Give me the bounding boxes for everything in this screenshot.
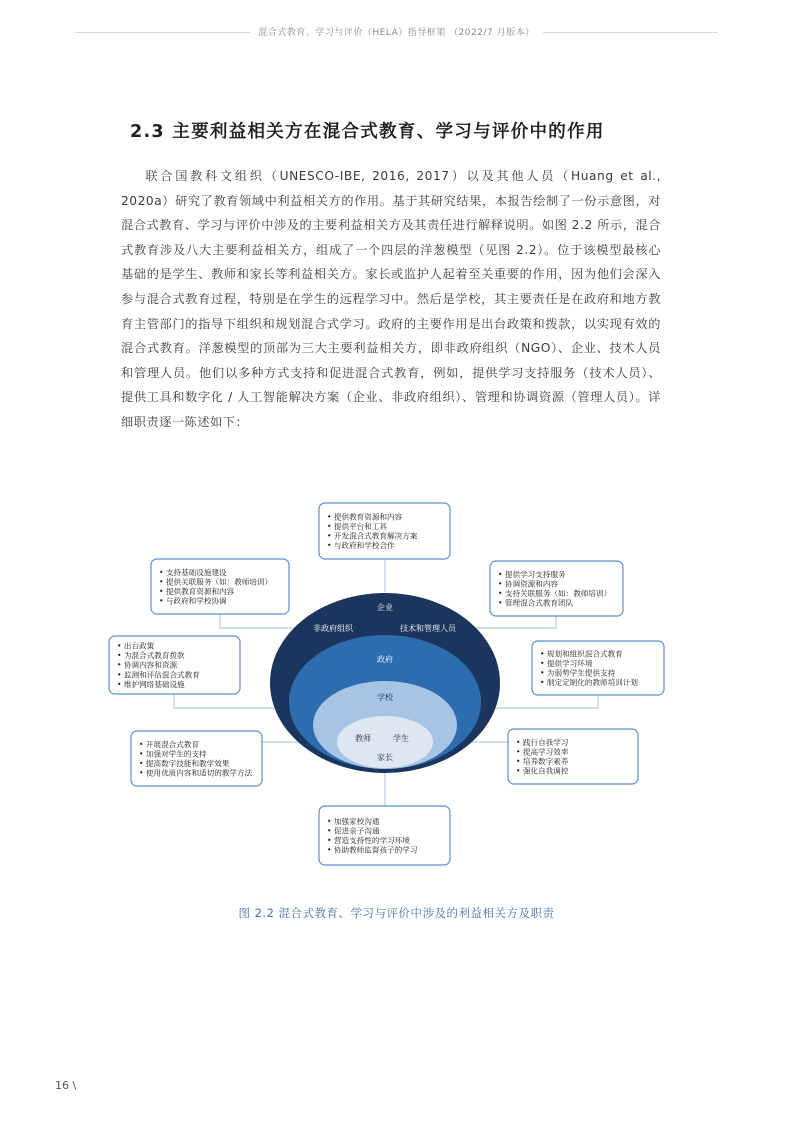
box-item: • 协调内容和资源	[117, 660, 178, 670]
label-parent: 家长	[377, 753, 393, 762]
box-item: • 开发混合式教育解决方案	[327, 531, 418, 541]
box-item: • 提供教育资源和内容	[327, 512, 403, 522]
box-item: • 培养数字素养	[516, 757, 569, 766]
page-number: 16 \	[55, 1079, 77, 1092]
box-item: • 监测和评估混合式教育	[117, 670, 200, 680]
label-government: 政府	[377, 655, 393, 664]
box-item: • 促进亲子沟通	[327, 826, 380, 836]
box-item: • 提供学习支持服务	[498, 569, 566, 579]
label-student: 学生	[393, 734, 409, 743]
label-enterprise: 企业	[377, 603, 393, 612]
box-item: • 制定定制化的教师培训计划	[540, 678, 639, 688]
box-enterprise	[319, 503, 450, 559]
box-item: • 提高学习效率	[516, 747, 569, 757]
header-text: 混合式教育、学习与评价（HELA）指导框架 （2022/7 月版本）	[250, 28, 542, 38]
box-item: • 支持关联服务（如：教师培训）	[498, 589, 612, 598]
box-item: • 开展混合式教育	[139, 739, 200, 749]
box-item: • 支持基础设施建设	[159, 567, 227, 577]
box-item: • 提供关联服务（如：教师培训）	[159, 577, 273, 587]
box-item: • 营造支持性的学习环境	[327, 836, 410, 845]
box-parent	[319, 806, 450, 865]
box-government	[109, 636, 240, 694]
box-item: • 维护网络基础设施	[117, 679, 185, 689]
box-item: • 提供教育资源和内容	[159, 587, 235, 596]
box-item: • 使用优质内容和适切的教学方法	[139, 768, 253, 778]
box-item: • 协助教师监督孩子的学习	[327, 845, 418, 855]
box-item: • 践行自我学习	[516, 737, 569, 747]
box-item: • 提供平台和工具	[327, 521, 388, 531]
box-item: • 提供学习环境	[540, 658, 593, 668]
box-item: • 出台政策	[117, 641, 155, 651]
box-item: • 加强对学生的支持	[139, 749, 207, 759]
box-ngo	[151, 559, 289, 614]
body-paragraph: 联合国教科文组织（UNESCO-IBE, 2016, 2017）以及其他人员（Huang et al., 2020a）研究了教育领域中利益相关方的作用。基于其研究结果，本报告绘制了一份示意图，对混合式教育、学习与评价中涉及的主要利益相关方及其责任进行解释说明。如图 2.2 所示，混合式教育涉及八大主要利益相关方，组成了一个四层的洋葱模型（见图 2.2）。位于该模型最核心基础的是学生、教师和家长等利益相关方。家长或监护人起着至关重要的作用，因为他们会深入参与混合式教育过程，特别是在学生的远程学习中。然后是学校，其主要责任是在政府和地方教育主管部门的指导下组织和规划混合式学习。政府的主要作用是出台政策和拨款，以实现有效的混合式教育。洋葱模型的顶部为三大主要利益相关方，即非政府组织（NGO）、企业、技术人员和管理人员。他们以多种方式支持和促进混合式教育，例如，提供学习支持服务（技术人员）、提供工具和数字化 / 人工智能解决方案（企业、非政府组织）、管理和协调资源（管理人员）。详细职责逐一陈述如下：	[121, 169, 661, 429]
box-tech-staff	[490, 561, 623, 616]
box-item: • 为混合式教育拨款	[117, 651, 185, 661]
box-item: • 协调资源和内容	[498, 579, 559, 589]
box-item: • 与政府和学校合作	[327, 541, 395, 551]
label-tech-staff: 技术和管理人员	[400, 624, 456, 633]
box-teacher	[131, 731, 262, 786]
box-student	[508, 729, 638, 784]
connector-line	[470, 616, 556, 628]
label-school: 学校	[377, 693, 393, 702]
connector-line	[220, 614, 300, 628]
section-title: 2.3 主要利益相关方在混合式教育、学习与评价中的作用	[130, 122, 605, 142]
box-item: • 加强家校沟通	[327, 816, 380, 826]
box-item: • 规划和组织混合式教育	[540, 649, 623, 659]
label-teacher: 教师	[355, 734, 371, 743]
box-item: • 与政府和学校协调	[159, 596, 227, 606]
box-item: • 强化自我调控	[516, 766, 569, 776]
label-ngo: 非政府组织	[313, 624, 353, 633]
box-school	[532, 641, 664, 695]
box-item: • 为弱势学生提供支持	[540, 668, 616, 678]
figure-caption: 图 2.2 混合式教育、学习与评价中涉及的利益相关方及职责	[238, 906, 555, 920]
box-item: • 提高数字技能和教学效果	[139, 759, 230, 768]
box-item: • 管理混合式教育团队	[498, 598, 574, 608]
